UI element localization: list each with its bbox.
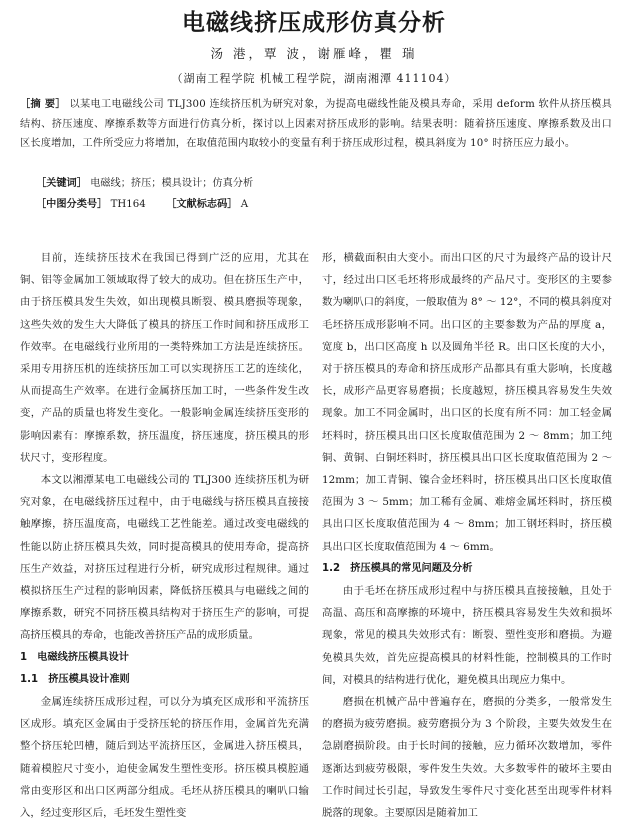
keywords-line (36, 174, 253, 189)
body-paragraph: 本文以湘潭某电工电磁线公司的 TLJ300 连续挤压机为研究对象，在电磁线挤压过程中，由于电磁线与挤压模具直接接触摩擦，挤压温度高，电磁线工艺性能差。通过改变电磁线的性能以防止挤压模具失效，同时提高模具的使用寿命，提高挤压生产效益，对挤压过程进行分析，研究成形过程规律。通过模拟挤压生产过程的影响因素，降低挤压模具与电磁线之间的摩擦系数，研究不同挤压模具结构对于挤压生产的影响，可提高挤压模具的寿命，也能改善挤压产品的成形质量。 (20, 474, 309, 642)
body-paragraph: 由于毛坯在挤压成形过程中与挤压模具直接接触，且处于高温、高压和高摩擦的环境中，挤压模具容易发生失效和损坏现象，常见的模具失效形式有：断裂、塑性变形和磨损。为避免模具失效，首先应提高模具的材料性能，控制模具的工作时间，对模具的结构进行优化，避免模具出现应力集中。 (322, 585, 612, 686)
doc-code-label: ［文献标志码］ (166, 199, 238, 210)
class-label: ［中图分类号］ (36, 199, 108, 210)
keywords-text: 电磁线；挤压；模具设计；仿真分析 (90, 178, 254, 189)
class-value: TH164 (110, 199, 146, 210)
body-paragraph: 形，横截面积由大变小。而出口区的尺寸为最终产品的设计尺寸，经过出口区毛坯将形成最终的产品尺寸。变形区的主要参数为喇叭口的斜度，一般取值为 8° ～ 12°，不同的模具斜度对毛坯挤压成形影响不同。出口区的主要参数为产品的厚度 a，宽度 b，出口区高度 h 以及圆角半径 R。出口区长度的大小，对于挤压模具的寿命和挤压成形产品都具有重大影响，长度越长，成形产品更容易磨损；长度越短，挤压模具容易发生失效现象。加工不同金属时，出口区的长度有所不同：加工轻金属坯料时，挤压模具出口区长度取值范围为 2 ～ 8mm；加工纯铜、黄铜、白铜坯料时，挤压模具出口区长度取值范围为 2 ～ 12mm；加工青铜、镍合金坯料时，挤压模具出口区长度取值范围为 3 ～ 5mm；加工稀有金属、难熔金属坯料时，挤压模具出口区长度取值范围为 4 ～ 8mm；加工钢坯料时，挤压模具出口区长度取值范围为 4 ～ 6mm。 (322, 252, 612, 553)
subsection-heading: 1.1 挤压模具设计准则 (20, 673, 130, 685)
paper-authors: 汤 港，覃 波，谢雁峰，瞿 瑞 (210, 46, 418, 61)
paper-title: 电磁线挤压成形仿真分析 (182, 10, 446, 36)
body-paragraph: 目前，连续挤压技术在我国已得到广泛的应用，尤其在铜、铝等金属加工领域取得了较大的成功。但在挤压生产中，由于挤压模具发生失效，如出现模具断裂、模具磨损等现象，这些失效的发生大大降低了模具的挤压工作时间和挤压成形工作效率。在电磁线行业所用的一类特殊加工方法是连续挤压。采用专用挤压机的连续挤压加工可以实现挤压工艺的连续化，从而提高生产效率。在进行金属挤压加工时，一些条件发生改变，产品的质量也将发生变化。一般影响金属连续挤压变形的影响因素有：摩擦系数，挤压温度，挤压速度，挤压模具的形状尺寸，变形程度。 (20, 252, 309, 464)
body-paragraph: 磨损在机械产品中普遍存在，磨损的分类多，一般常发生的磨损为疲劳磨损。疲劳磨损分为 3 个阶段，主要失效发生在急剧磨损阶段。由于长时间的接触，应力循环次数增加，零件逐渐达到疲劳极限，零件发生失效。大多数零件的破坏主要由工作时间过长引起，导致发生零件尺寸变化甚至出现零件材料脱落的现象。主要原因是随着加工 (322, 696, 612, 820)
subsection-heading: 1.2 挤压模具的常见问题及分析 (322, 562, 473, 574)
doc-code-value: A (240, 199, 249, 210)
body-paragraph: 金属连续挤压成形过程，可以分为填充区成形和平流挤压区成形。填充区金属由于受挤压轮的挤压作用，金属首先充满整个挤压轮凹槽，随后到达平流挤压区，金属进入挤压模具，随着模腔尺寸变小，迫使金属发生塑性变形。挤压模具模腔通常由变形区和出口区两部分组成。毛坯从挤压模具的喇叭口输入，经过变形区后，毛坯发生塑性变 (20, 696, 309, 820)
abstract-block (20, 95, 612, 154)
abstract-label: ［摘 要］ (20, 99, 66, 110)
keywords-label: ［关键词］ (36, 178, 87, 189)
classification-line (36, 195, 248, 210)
section-heading: 1 电磁线挤压模具设计 (20, 651, 129, 663)
body-column-right (322, 247, 612, 824)
paper-affiliation: （湖南工程学院 机械工程学院，湖南湘潭 411104） (171, 72, 457, 85)
body-column-left (20, 247, 309, 824)
abstract-text: 以某电工电磁线公司 TLJ300 连续挤压机为研究对象，为提高电磁线性能及模具寿命，采用 deform 软件从挤压模具结构、挤压速度、摩擦系数等方面进行仿真分析，探讨以上因素对挤压成形的影响。结果表明：随着挤压速度、摩擦系数及出口区长度增加，工件所受应力将增加，在取值范围内取较小的变量有利于挤压成形过程，模具斜度为 10° 时挤压应力最小。 (20, 99, 612, 149)
